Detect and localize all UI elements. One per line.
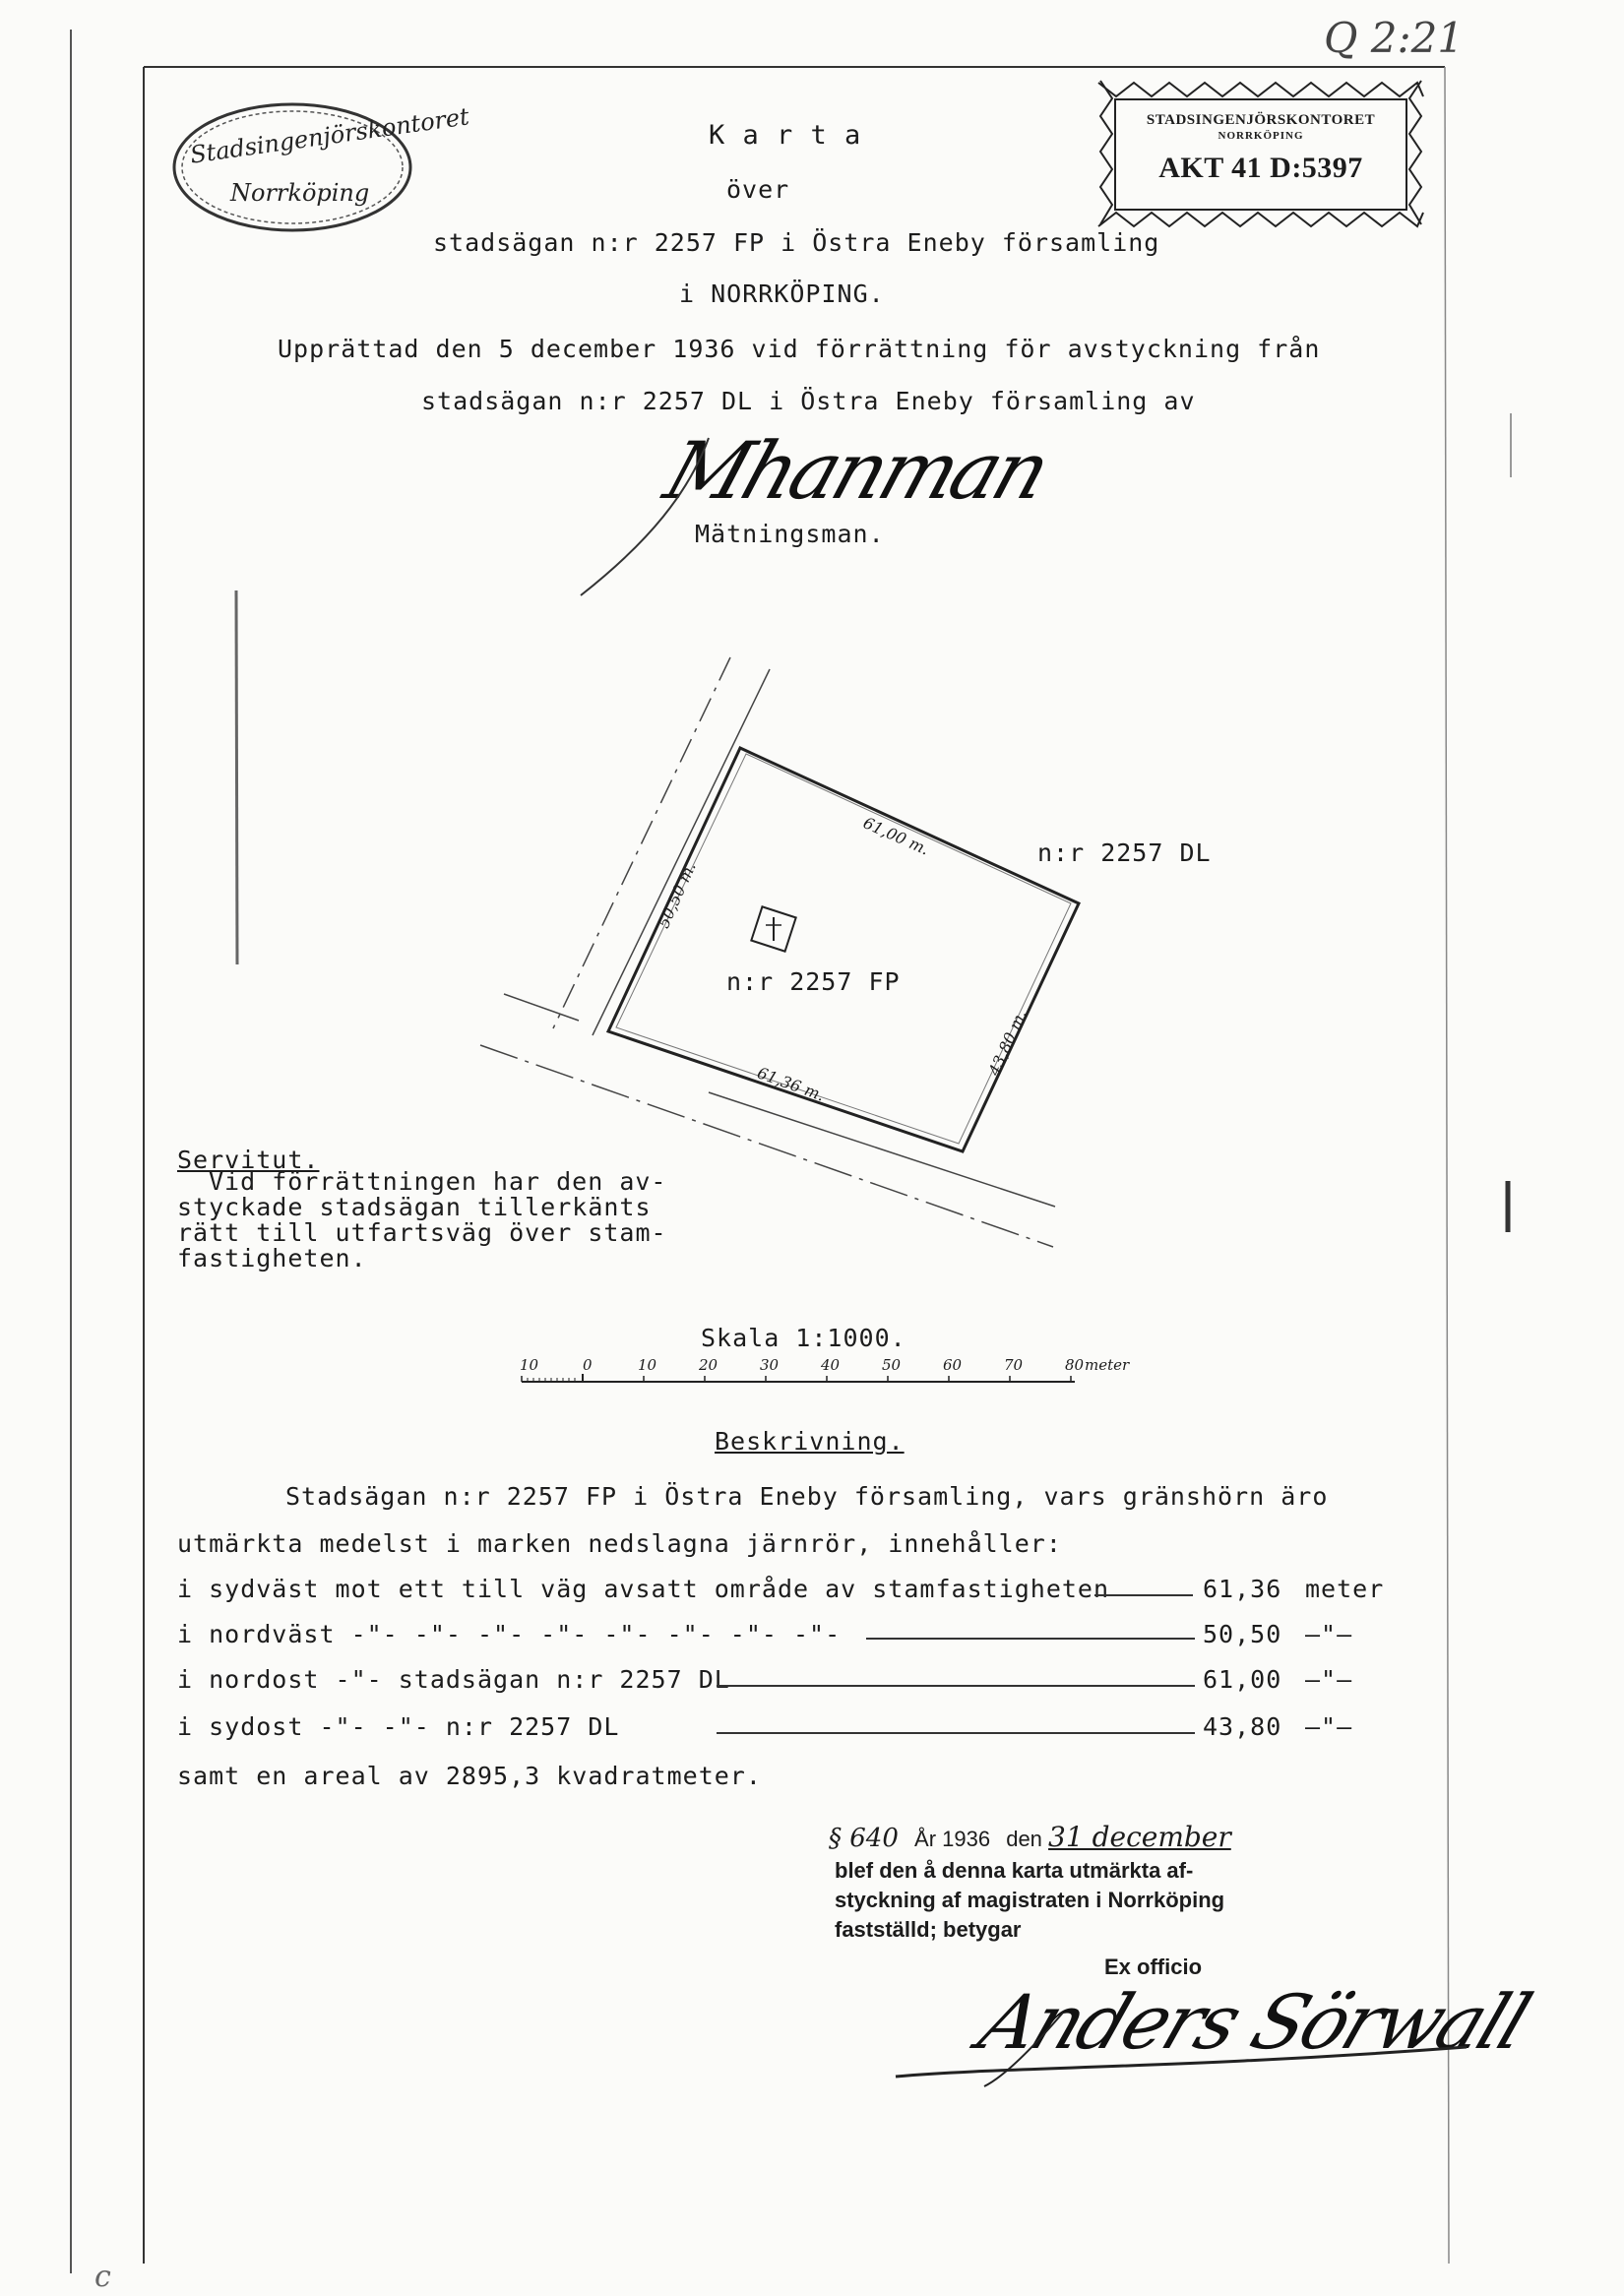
approval-text: fastställd; betygar: [835, 1917, 1022, 1942]
clerk-signature-underline: [886, 2008, 1476, 2106]
scale-tick-label: 10: [520, 1356, 539, 1374]
leader-line: [1094, 1594, 1193, 1596]
margin-mark: c: [94, 2260, 111, 2294]
stamp-city: NORRKÖPING: [1218, 130, 1304, 142]
scale-label: Skala 1:1000.: [701, 1324, 906, 1352]
approval-line4: [835, 1915, 1022, 1945]
beskrivning-intro2: utmärkta medelst i marken nedslagna järnrör, innehåller:: [177, 1529, 1062, 1558]
approval-paragraph: § 640: [829, 1824, 899, 1853]
dim-north: 61,00 m.: [860, 813, 932, 859]
beskrivning-row-text: i nordväst -"- -"- -"- -"- -"- -"- -"- -"-: [177, 1620, 842, 1648]
stamp-office: STADSINGENJÖRSKONTORET: [1146, 112, 1376, 128]
beskrivning-row-value: 43,80: [1203, 1712, 1282, 1741]
approval-line1: [829, 1823, 1231, 1854]
approval-year: År 1936: [914, 1827, 991, 1851]
scale-tick-label: 30: [760, 1356, 780, 1374]
scale-tick-label: 0: [583, 1356, 593, 1374]
scale-tick-label: 80: [1065, 1356, 1085, 1374]
dim-west: 50,50 m.: [654, 859, 700, 931]
matningsman-label: Mätningsman.: [695, 520, 885, 548]
leader-line: [866, 1638, 1195, 1640]
dim-south: 61,36 m.: [754, 1063, 828, 1105]
servitut-line: fastigheten.: [177, 1244, 367, 1272]
clerk-signature: Anders Sörwall: [968, 1978, 1540, 2066]
seal-text-city: Norrköping: [230, 179, 370, 207]
approval-den: den: [1006, 1827, 1042, 1851]
parcel-boundary: [608, 748, 1079, 1151]
beskrivning-row-unit: —"—: [1305, 1712, 1353, 1741]
signature-stroke: [571, 433, 728, 600]
title-over: över: [726, 175, 790, 204]
stamp-akt-number: AKT 41 D:5397: [1158, 152, 1363, 184]
scale-bar: [514, 1356, 1203, 1401]
scale-tick-label: 70: [1004, 1356, 1024, 1374]
approval-date: 31 december: [1048, 1821, 1231, 1853]
beskrivning-row-unit: —"—: [1305, 1665, 1353, 1694]
scale-tick-label: 20: [699, 1356, 718, 1374]
title-karta: K a r t a: [709, 120, 862, 151]
title-city: i NORRKÖPING.: [679, 279, 885, 308]
upprattad-line1: Upprättad den 5 december 1936 vid förrättning för avstyckning från: [278, 335, 1321, 363]
corner-mark: Q 2:21: [1324, 14, 1465, 62]
scale-tick-label: 10: [638, 1356, 657, 1374]
beskrivning-intro1: Stadsägan n:r 2257 FP i Östra Eneby församling, vars gränshörn äro: [285, 1482, 1329, 1511]
upprattad-line2: stadsägan n:r 2257 DL i Östra Eneby församling av: [421, 387, 1196, 415]
dim-east: 43,80 m.: [984, 1007, 1031, 1079]
servitut-line: Vid förrättningen har den av-: [209, 1167, 667, 1196]
akt-stamp: [1094, 77, 1427, 232]
approval-text: Ex officio: [1104, 1955, 1203, 1979]
beskrivning-row-text: i sydväst mot ett till väg avsatt område av stamfastigheten: [177, 1575, 1110, 1603]
scale-unit: meter: [1085, 1356, 1130, 1374]
servitut-line: styckade stadsägan tillerkänts: [177, 1193, 652, 1221]
scale-tick-label: 50: [882, 1356, 902, 1374]
beskrivning-heading: Beskrivning.: [715, 1427, 905, 1456]
scale-tick-label: 60: [943, 1356, 963, 1374]
surveyor-signature: Mhanman: [654, 425, 1058, 517]
title-parcel: stadsägan n:r 2257 FP i Östra Eneby församling: [433, 228, 1160, 257]
beskrivning-row-value: 50,50: [1203, 1620, 1282, 1648]
parcel-fp-label: n:r 2257 FP: [726, 967, 901, 996]
parcel-dl-label: n:r 2257 DL: [1037, 838, 1212, 867]
stamp-inner: [1114, 98, 1407, 211]
approval-line3: [835, 1886, 1224, 1915]
seal-text-top: Stadsingenjörskontoret: [188, 102, 471, 169]
approval-text: blef den å denna karta utmärkta af-: [835, 1858, 1194, 1883]
leader-line: [717, 1685, 1195, 1687]
beskrivning-row-unit: meter: [1305, 1575, 1385, 1603]
leader-line: [717, 1732, 1195, 1734]
approval-text: styckning af magistraten i Norrköping: [835, 1888, 1225, 1912]
beskrivning-row-text: i sydost -"- -"- n:r 2257 DL: [177, 1712, 620, 1741]
servitut-line: rätt till utfartsväg över stam-: [177, 1218, 667, 1247]
scale-tick-label: 40: [821, 1356, 841, 1374]
beskrivning-areal: samt en areal av 2895,3 kvadratmeter.: [177, 1762, 762, 1790]
oval-seal: [169, 98, 471, 236]
servitut-heading: Servitut.: [177, 1146, 320, 1174]
beskrivning-row-value: 61,00: [1203, 1665, 1282, 1694]
beskrivning-row-unit: —"—: [1305, 1620, 1353, 1648]
approval-line2: [835, 1856, 1193, 1886]
beskrivning-row-value: 61,36: [1203, 1575, 1282, 1603]
beskrivning-row-text: i nordost -"- stadsägan n:r 2257 DL: [177, 1665, 730, 1694]
